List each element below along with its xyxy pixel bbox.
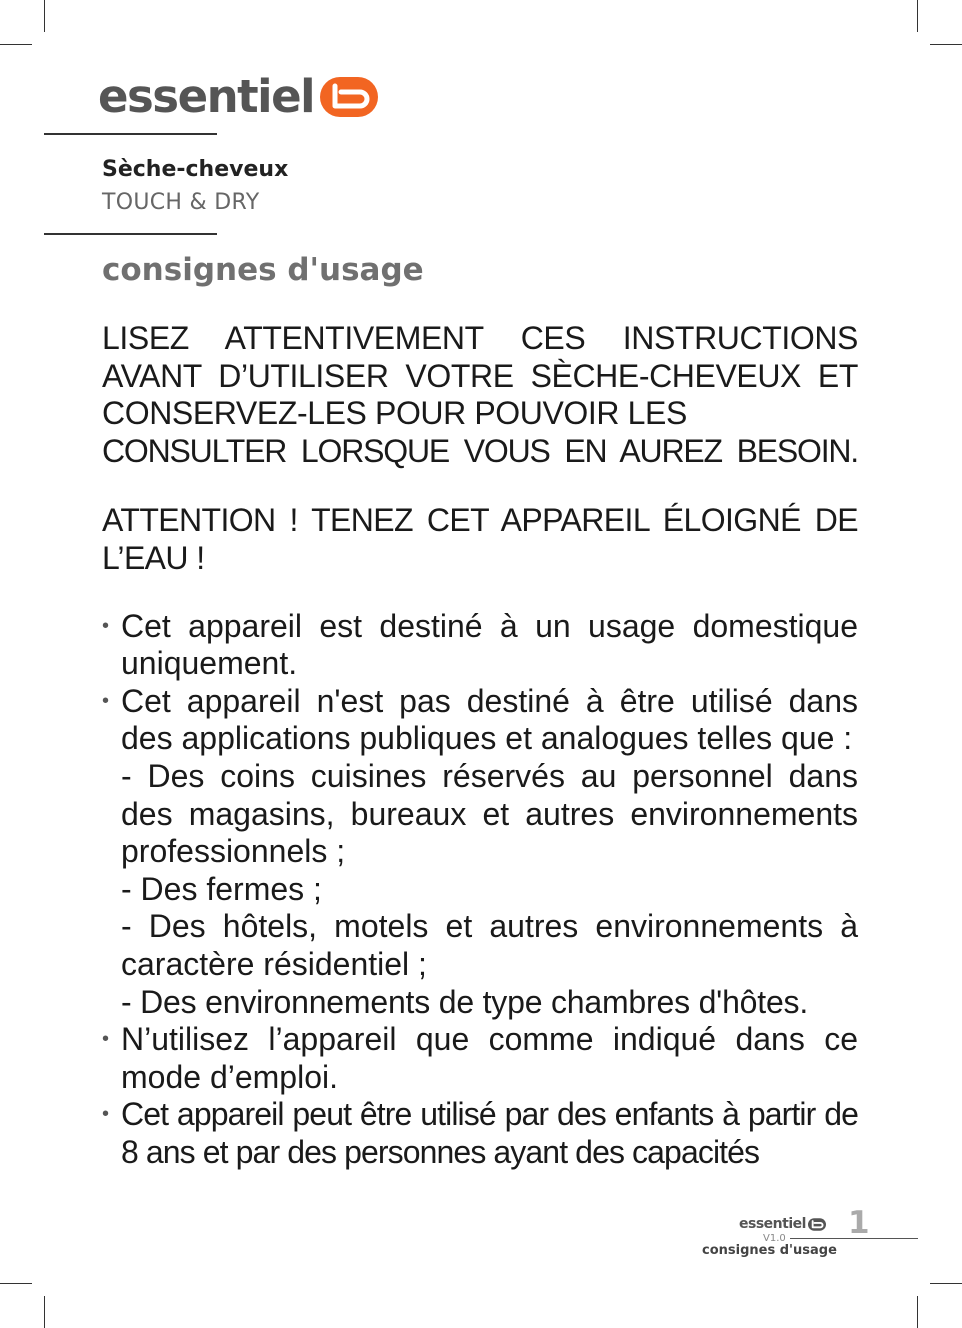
- page-number: 1: [848, 1205, 870, 1241]
- brand-wordmark: essentiel: [98, 70, 315, 123]
- bullet-text: Cet appareil n'est pas destiné à être utilisé dans des applications publiques et analogues telles que :: [121, 682, 858, 757]
- crop-mark-top-right-vertical: [917, 0, 918, 32]
- brand-logo: [98, 70, 378, 123]
- product-name: Sèche-cheveux: [102, 157, 289, 182]
- product-model: TOUCH & DRY: [102, 190, 260, 215]
- crop-mark-top-left-vertical: [44, 0, 45, 32]
- header-rule-top: [44, 133, 217, 135]
- safety-list: [102, 608, 858, 1172]
- instructions-body: [102, 320, 858, 1171]
- footer-label: consignes d'usage: [702, 1243, 837, 1258]
- list-item: [102, 1096, 858, 1171]
- sub-item: - Des environnements de type chambres d'hôtes.: [121, 983, 809, 1020]
- intro-paragraph-last-line: CONSULTER LORSQUE VOUS EN AUREZ BESOIN.: [102, 432, 858, 469]
- intro-text-main: LISEZ ATTENTIVEMENT CES INSTRUCTIONS AVANT D’UTILISER VOTRE SÈCHE-CHEVEUX ET CONSERVEZ-LES POUR POUVOIR LES: [102, 320, 858, 432]
- crop-mark-bottom-left-horizontal: [0, 1283, 32, 1284]
- crop-mark-top-left-horizontal: [0, 44, 32, 45]
- intro-paragraph: [102, 320, 858, 433]
- crop-mark-bottom-right-horizontal: [930, 1283, 962, 1284]
- warning-paragraph: ATTENTION ! TENEZ CET APPAREIL ÉLOIGNÉ DE L’EAU !: [102, 502, 858, 576]
- footer-brand-logo: [739, 1216, 826, 1232]
- bullet-text: Cet appareil peut être utilisé par des enfants à partir de 8 ans et par des personnes ayant des capacités: [121, 1096, 858, 1170]
- bullet-text: N’utilisez l’appareil que comme indiqué dans ce mode d’emploi.: [121, 1021, 858, 1095]
- footer-brand-wordmark: essentiel: [739, 1216, 806, 1232]
- crop-mark-bottom-left-vertical: [44, 1296, 45, 1328]
- list-item: [102, 1021, 858, 1096]
- bullet-text: Cet appareil est destiné à un usage domestique uniquement.: [121, 607, 858, 682]
- crop-mark-bottom-right-vertical: [917, 1296, 918, 1328]
- sub-item: - Des fermes ;: [121, 870, 322, 907]
- sub-item: - Des coins cuisines réservés au personnel dans des magasins, bureaux et autres environnements professionnels ;: [121, 757, 858, 870]
- brand-b-icon: [320, 77, 378, 117]
- footer-version: V1.0: [763, 1233, 786, 1244]
- list-item: [102, 683, 858, 1021]
- crop-mark-top-right-horizontal: [930, 44, 962, 45]
- footer-b-icon: [808, 1218, 826, 1231]
- sub-item: - Des hôtels, motels et autres environnements à caractère résidentiel ;: [121, 908, 858, 982]
- section-title: consignes d'usage: [102, 252, 424, 288]
- header-rule-bottom: [44, 233, 217, 235]
- list-item: [102, 608, 858, 683]
